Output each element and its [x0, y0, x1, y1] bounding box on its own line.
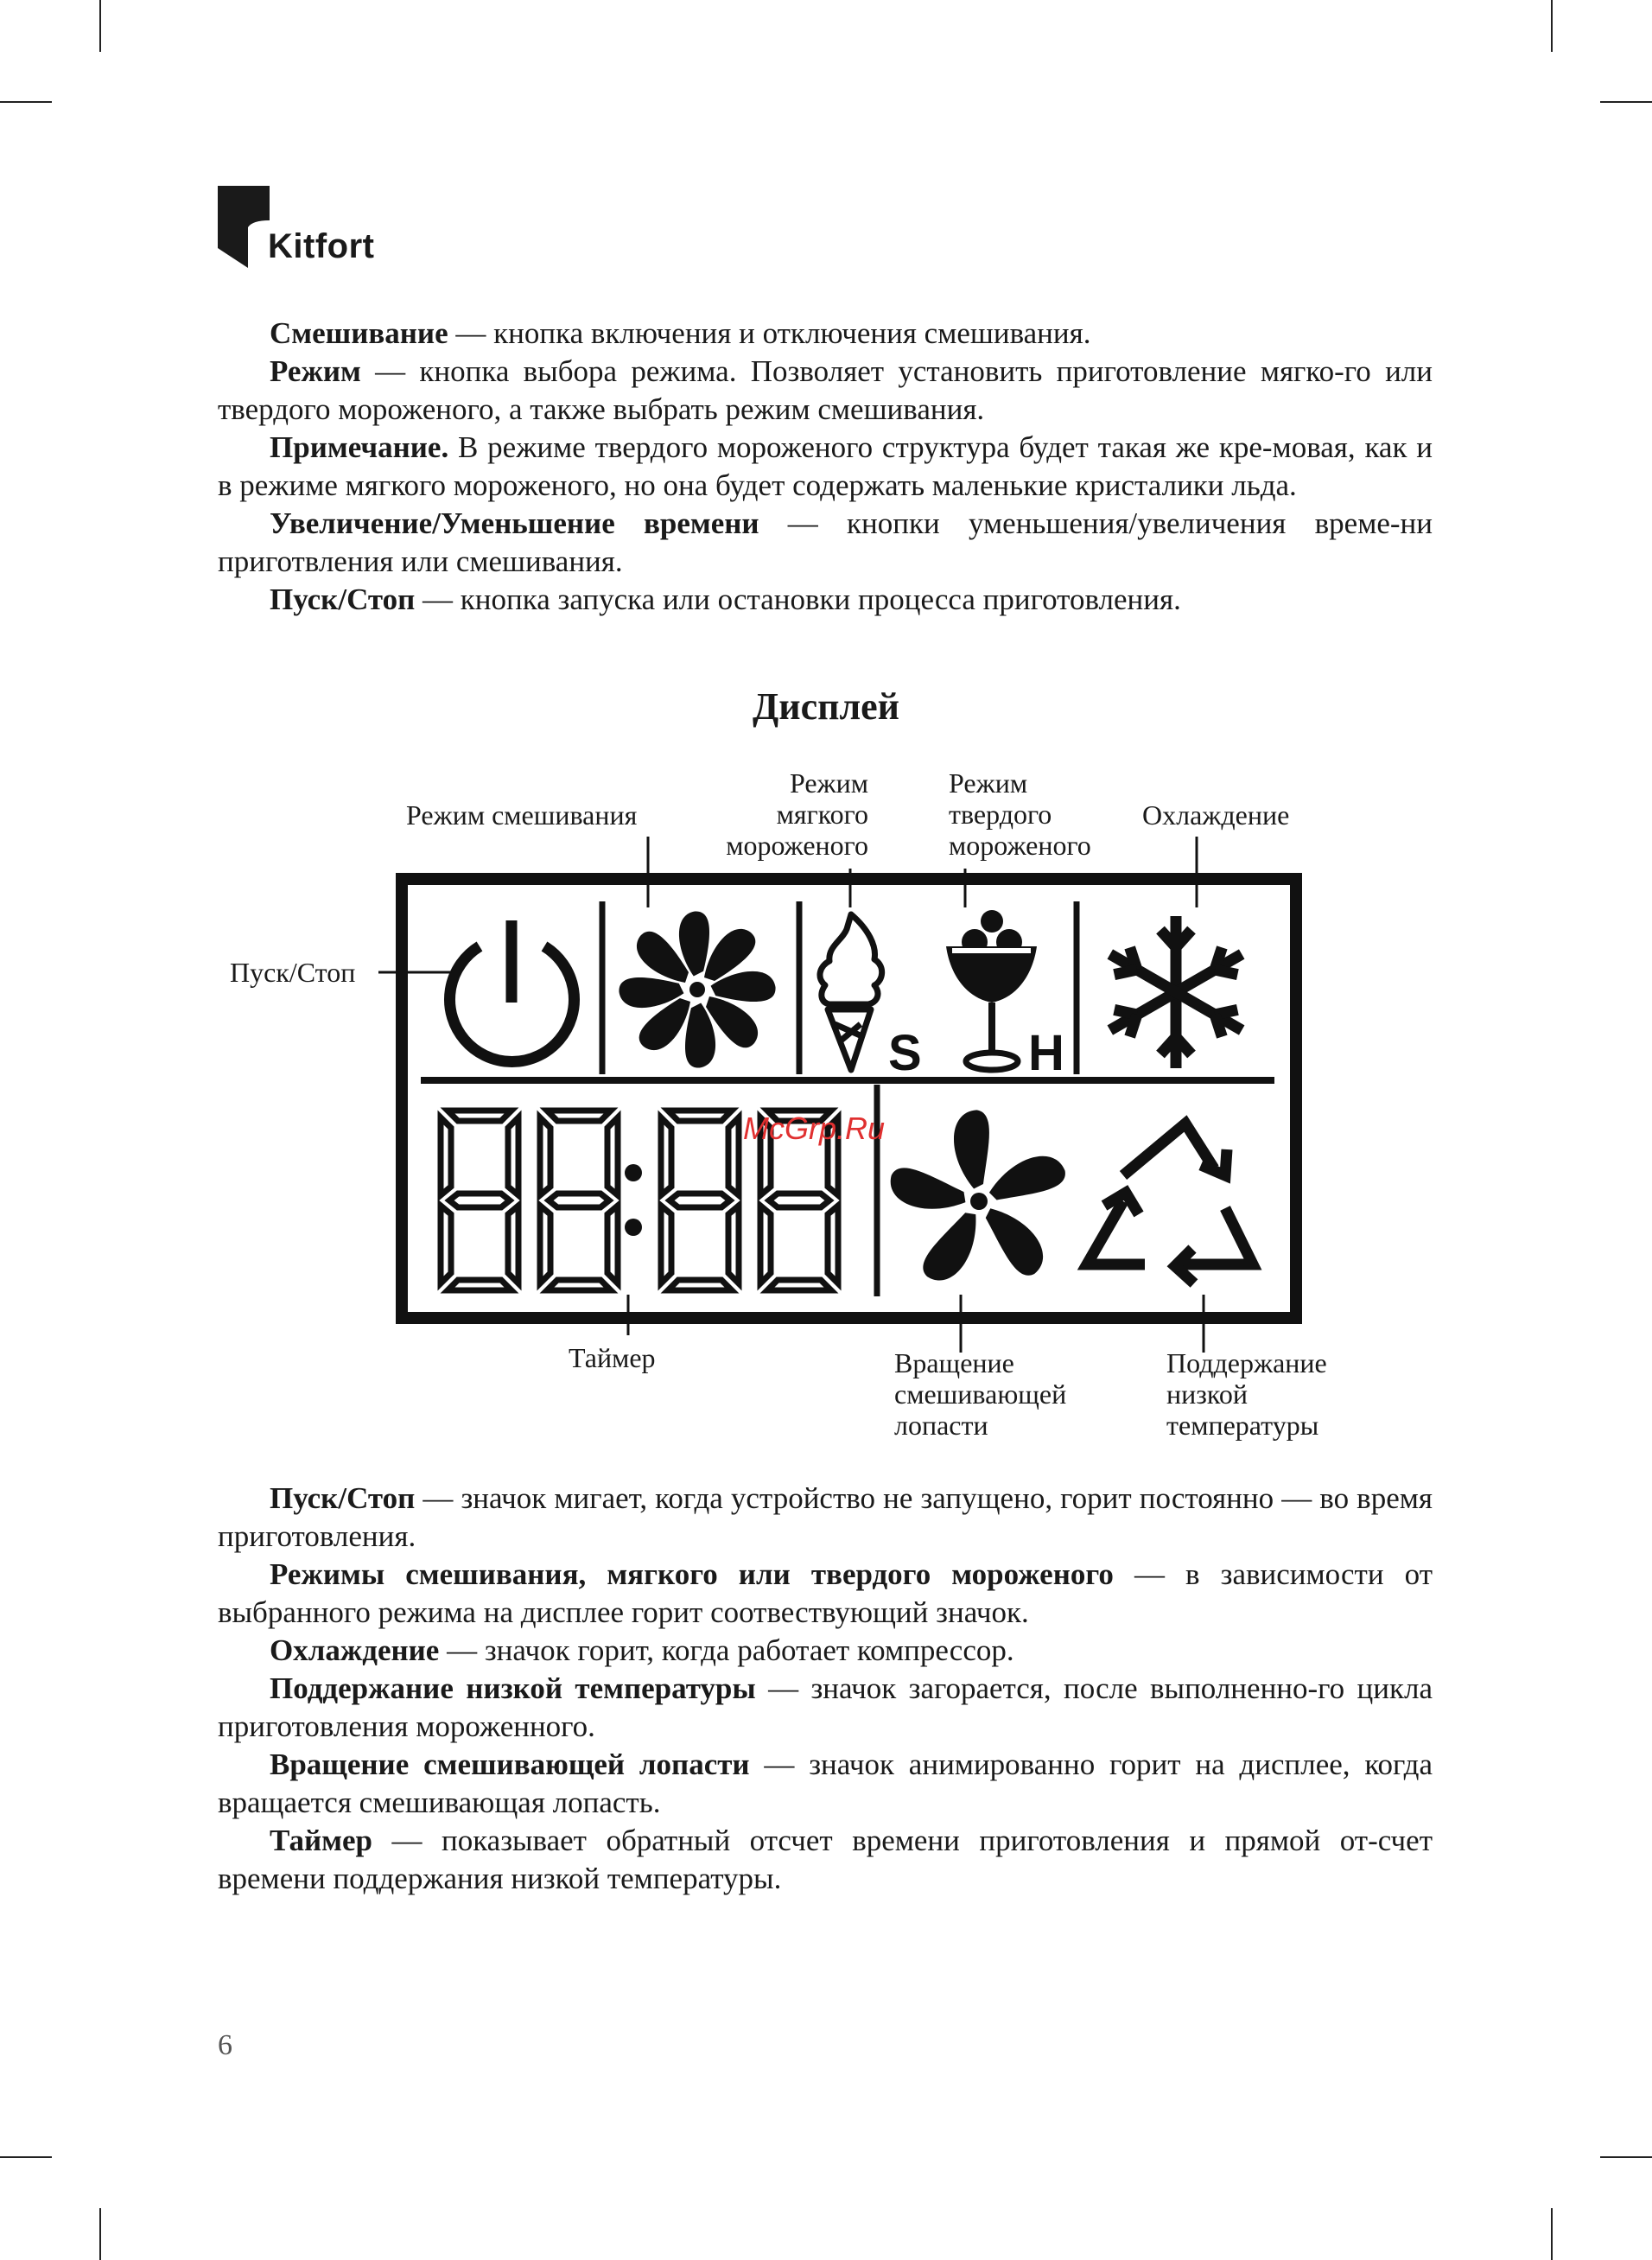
soft-mode-letter: S [888, 1025, 922, 1081]
paragraph: Режим — кнопка выбора режима. Позволяет установить приготовление мягко-го или твердого мороженого, а также выбрать режим смешивания. [218, 354, 1433, 426]
hard-mode-letter: H [1028, 1025, 1064, 1081]
keep-cold-recycle-icon [1087, 1124, 1253, 1283]
blade-rotation-icon [883, 1104, 1068, 1287]
description-text [218, 1480, 1433, 1898]
label-mix-mode: Режим смешивания [406, 799, 638, 831]
display-section-title: Дисплей [752, 685, 900, 728]
paragraph: Смешивание — кнопка включения и отключения смешивания. [270, 316, 1091, 350]
watermark: McGrp.Ru [743, 1111, 886, 1146]
snowflake-icon [1102, 916, 1249, 1068]
power-icon [450, 920, 575, 1061]
paragraph: Охлаждение — значок горит, когда работает компрессор. [270, 1633, 1014, 1667]
mix-mode-fan-icon [613, 906, 781, 1073]
label-timer: Таймер [569, 1342, 656, 1373]
label-start-stop: Пуск/Стоп [230, 957, 356, 988]
page-number: 6 [218, 2029, 232, 2061]
display-frame [402, 879, 1296, 1318]
timer-colon-dot [625, 1219, 642, 1236]
soft-ice-cream-icon [820, 914, 882, 1070]
paragraph: Поддержание низкой температуры — значок загорается, после выполненно-го цикла приготовления мороженного. [218, 1671, 1433, 1743]
paragraph: Примечание. В режиме твердого мороженого структура будет такая же кре-мовая, как и в режиме мягкого мороженого, но она будет содержать маленькие кристалики льда. [218, 430, 1433, 502]
hard-ice-cream-icon [946, 910, 1037, 1070]
paragraph: Пуск/Стоп — значок мигает, когда устройство не запущено, горит постоянно — во время приготовления. [218, 1481, 1433, 1553]
brand-name: Kitfort [268, 227, 375, 265]
label-keep-cold: Поддержание низкой температуры [1166, 1347, 1327, 1441]
paragraph: Пуск/Стоп — кнопка запуска или остановки процесса приготовления. [270, 583, 1181, 616]
label-blade-rotation: Вращение смешивающей лопасти [894, 1347, 1067, 1441]
paragraph: Таймер — показывает обратный отсчет времени приготовления и прямой от-счет времени поддержания низкой температуры. [218, 1824, 1433, 1895]
paragraph: Режимы смешивания, мягкого или твердого мороженого — в зависимости от выбранного режима на дисплее горит соотвествующий значок. [218, 1557, 1433, 1629]
paragraph: Увеличение/Уменьшение времени — кнопки уменьшения/увеличения време-ни приготвления или смешивания. [218, 506, 1433, 578]
timer-colon-dot [625, 1164, 642, 1181]
label-hard-mode: Режим твердого мороженого [949, 767, 1091, 861]
label-cooling: Охлаждение [1142, 799, 1290, 831]
label-soft-mode: Режим мягкого мороженого [726, 767, 868, 861]
paragraph: Вращение смешивающей лопасти — значок анимированно горит на дисплее, когда вращается смешивающая лопасть. [218, 1748, 1433, 1819]
